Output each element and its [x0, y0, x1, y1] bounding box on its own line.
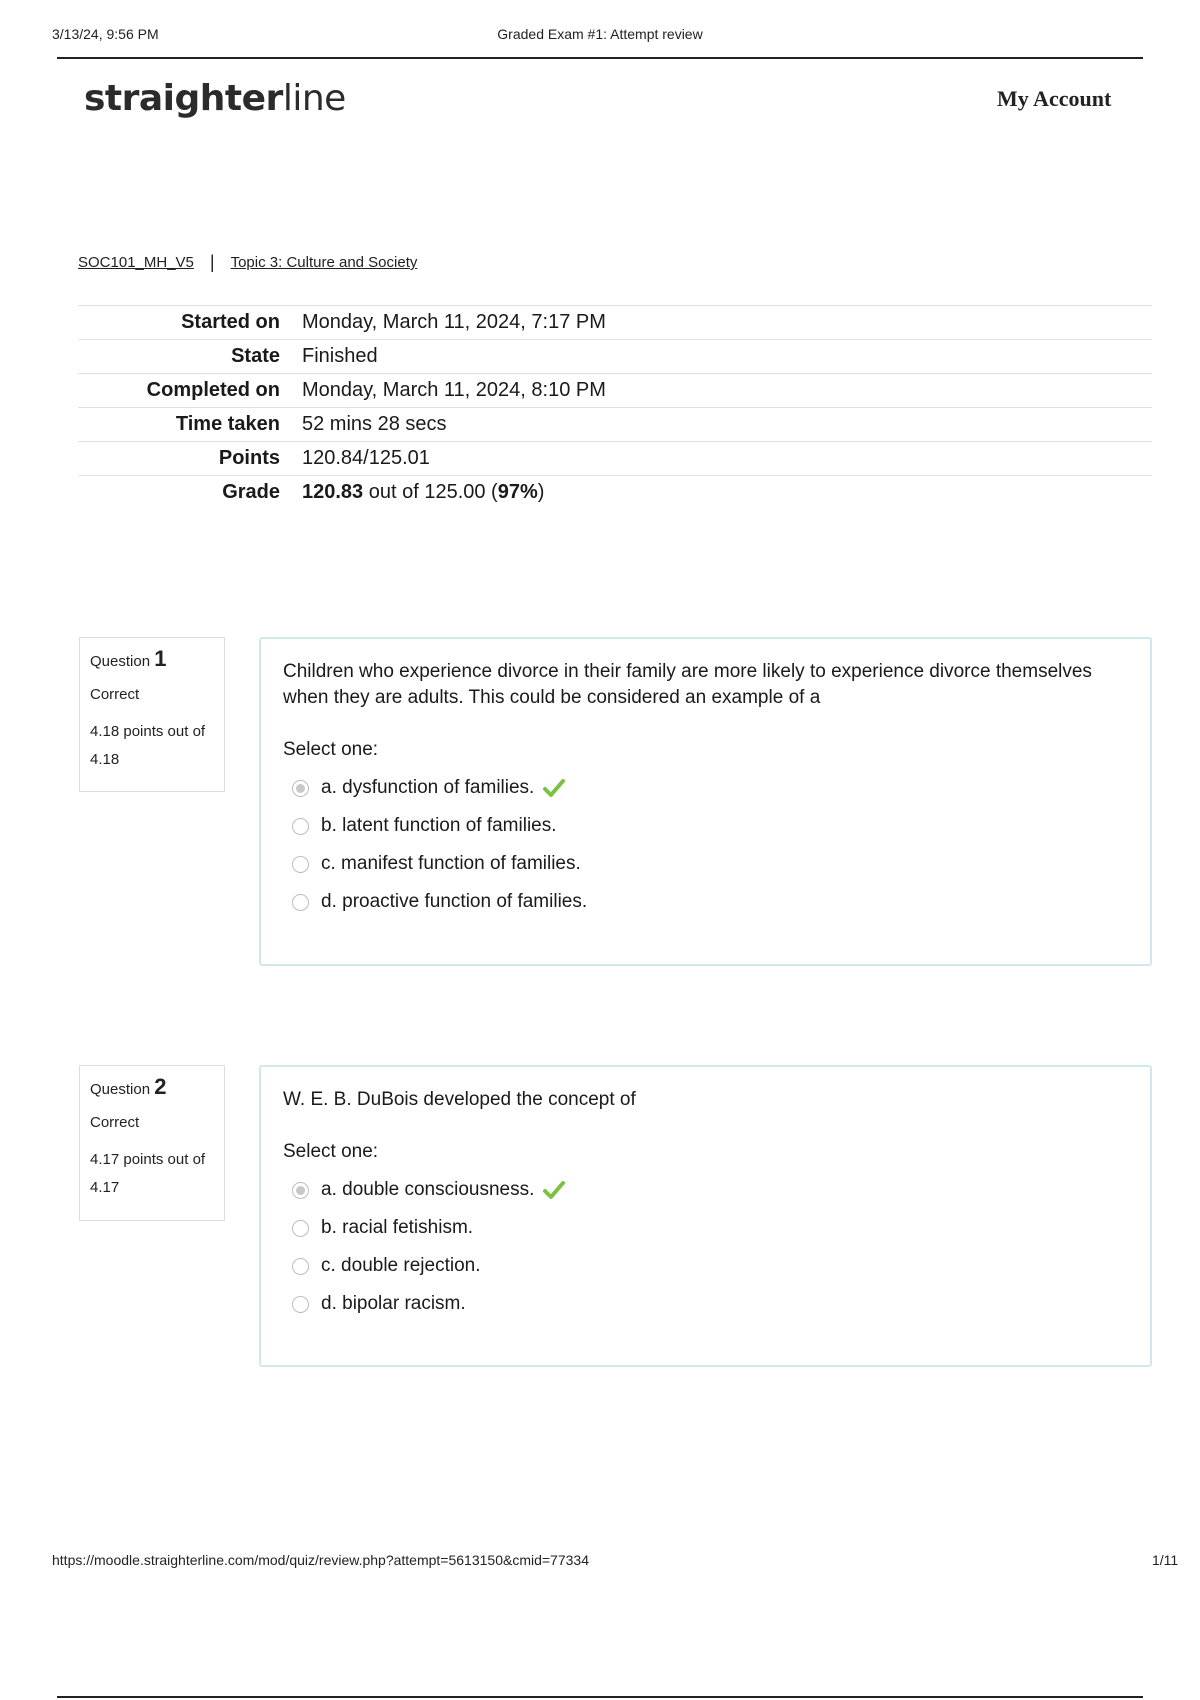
question-number-2: Question 2: [90, 1074, 167, 1099]
summary-row-time: [78, 408, 1152, 442]
summary-row-grade: [78, 476, 1152, 510]
my-account-link[interactable]: My Account: [997, 86, 1112, 111]
footer-divider: [57, 1696, 1143, 1698]
points-value: 120.84/125.01: [302, 442, 1152, 476]
straighterline-logo[interactable]: straighterline: [84, 78, 346, 119]
print-footer-url: https://moodle.straighterline.com/mod/quiz/review.php?attempt=5613150&cmid=77334: [52, 1552, 589, 1568]
question-info-1: [79, 637, 225, 792]
answer-label: d. bipolar racism.: [321, 1293, 466, 1314]
radio-button[interactable]: [292, 856, 309, 873]
question-text-1: Children who experience divorce in their family are more likely to experience divorce themselves when they are adults. This could be considered an example of a: [283, 661, 1092, 708]
question-number-1: Question 1: [90, 646, 167, 671]
answer-options-2: [283, 1171, 1128, 1323]
state-label: State: [78, 340, 302, 374]
time-taken-label: Time taken: [78, 408, 302, 442]
answer-option-1a[interactable]: [283, 769, 1128, 807]
question-info-2: [79, 1065, 225, 1221]
started-on-label: Started on: [78, 306, 302, 340]
state-value: Finished: [302, 340, 1152, 374]
radio-button[interactable]: [292, 1220, 309, 1237]
answer-option-2c[interactable]: [283, 1247, 1128, 1285]
time-taken-value: 52 mins 28 secs: [302, 408, 1152, 442]
grade-out-of: out of 125.00 (: [363, 481, 498, 503]
breadcrumb: [78, 252, 417, 273]
radio-button-selected[interactable]: [292, 780, 309, 797]
select-one-prompt-2: Select one:: [283, 1141, 379, 1162]
answer-option-1b[interactable]: [283, 807, 1128, 845]
header-divider: [57, 57, 1143, 59]
completed-on-value: Monday, March 11, 2024, 8:10 PM: [302, 374, 1152, 408]
answer-label: b. racial fetishism.: [321, 1217, 474, 1238]
correct-check-icon: [542, 776, 566, 800]
breadcrumb-course-link[interactable]: SOC101_MH_V5: [78, 254, 194, 271]
question-content-1: [259, 637, 1152, 966]
answer-option-1d[interactable]: [283, 883, 1128, 921]
answer-option-1c[interactable]: [283, 845, 1128, 883]
select-one-prompt-1: Select one:: [283, 739, 379, 760]
radio-button[interactable]: [292, 818, 309, 835]
answer-label: c. manifest function of families.: [321, 853, 581, 874]
grade-score: 120.83: [302, 481, 364, 503]
breadcrumb-separator: |: [209, 252, 215, 272]
started-on-value: Monday, March 11, 2024, 7:17 PM: [302, 306, 1152, 340]
question-text-2: W. E. B. DuBois developed the concept of: [283, 1089, 636, 1110]
grade-percent: 97%: [497, 481, 538, 503]
print-page-number: 1/11: [1152, 1552, 1179, 1568]
answer-option-2d[interactable]: [283, 1285, 1128, 1323]
summary-row-started: [78, 306, 1152, 340]
grade-label: Grade: [78, 476, 302, 510]
points-label: Points: [78, 442, 302, 476]
radio-button[interactable]: [292, 1296, 309, 1313]
print-title: Graded Exam #1: Attempt review: [497, 26, 703, 42]
answer-option-2b[interactable]: [283, 1209, 1128, 1247]
radio-button[interactable]: [292, 894, 309, 911]
breadcrumb-topic-link[interactable]: Topic 3: Culture and Society: [230, 254, 418, 271]
answer-label: b. latent function of families.: [321, 815, 557, 836]
summary-row-points: [78, 442, 1152, 476]
answer-options-1: [283, 769, 1128, 921]
grade-close: ): [537, 481, 545, 503]
correct-check-icon: [542, 1178, 566, 1202]
answer-label: a. dysfunction of families.: [321, 777, 535, 798]
question-state-2: Correct: [90, 1114, 140, 1132]
answer-label: d. proactive function of families.: [321, 891, 588, 912]
question-state-1: Correct: [90, 686, 140, 704]
print-datetime: 3/13/24, 9:56 PM: [52, 26, 159, 42]
radio-button[interactable]: [292, 1258, 309, 1275]
answer-label: a. double consciousness.: [321, 1179, 535, 1200]
question-grade-2: 4.17 points out of 4.17: [90, 1151, 206, 1197]
question-content-2: [259, 1065, 1152, 1367]
radio-button-selected[interactable]: [292, 1182, 309, 1199]
attempt-summary-table: [78, 305, 1152, 509]
summary-row-completed: [78, 374, 1152, 408]
answer-label: c. double rejection.: [321, 1255, 481, 1276]
summary-row-state: [78, 340, 1152, 374]
completed-on-label: Completed on: [78, 374, 302, 408]
question-grade-1: 4.18 points out of 4.18: [90, 723, 206, 769]
answer-option-2a[interactable]: [283, 1171, 1128, 1209]
grade-value: [302, 476, 1152, 510]
